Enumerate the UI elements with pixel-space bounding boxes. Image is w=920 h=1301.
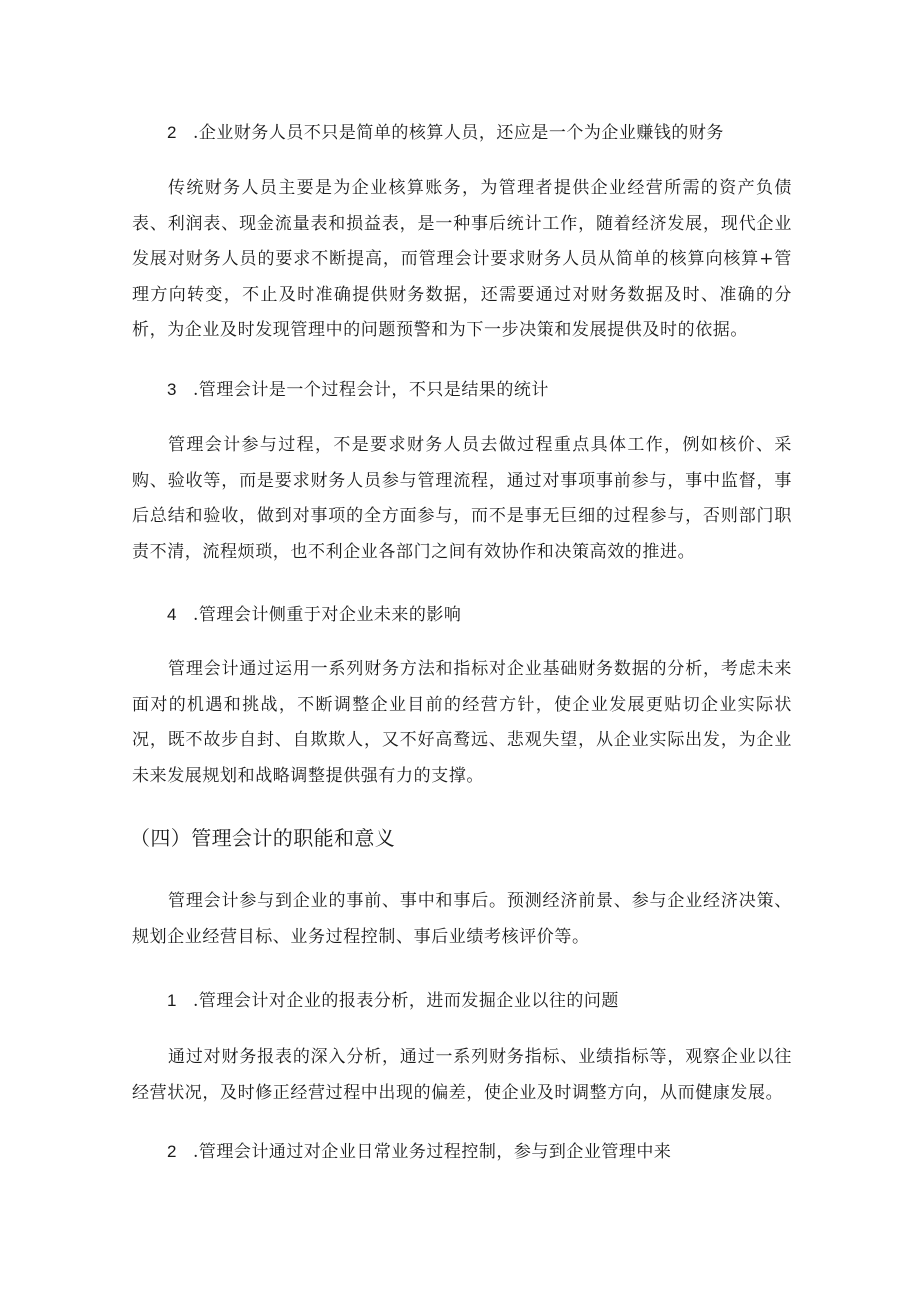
- paragraph-future-impact: 管理会计通过运用一系列财务方法和指标对企业基础财务数据的分析，考虑未来面对的机遇和挑战，不断调整企业目前的经营方针，使企业发展更贴切企业实际状况，既不故步自封、自欺欺人，又不好高鹜远、悲观失望，从企业实际出发，为企业未来发展规划和战略调整提供强有力的支撑。: [132, 659, 792, 786]
- item-heading-6: [167, 1139, 827, 1165]
- item-heading-text: .管理会计通过对企业日常业务过程控制，参与到企业管理中来: [193, 1142, 672, 1162]
- item-heading-text: .管理会计对企业的报表分析，进而发掘企业以往的问题: [193, 991, 619, 1011]
- paragraph-process-participation: 管理会计参与过程，不是要求财务人员去做过程重点具体工作，例如核价、采购、验收等，而是要求财务人员参与管理流程，通过对事项事前参与，事中监督，事后总结和验收，做到对事项的全方面参与，而不是事无巨细的过程参与，否则部门职责不清，流程烦琐，也不利企业各部门之间有效协作和决策高效的推进。: [132, 435, 792, 562]
- item-heading-5: [167, 988, 827, 1014]
- item-number: 2: [167, 1142, 177, 1161]
- item-heading-text: .企业财务人员不只是简单的核算人员，还应是一个为企业赚钱的财务: [193, 123, 724, 143]
- paragraph-functions-overview: 管理会计参与到企业的事前、事中和事后。预测经济前景、参与企业经济决策、规划企业经营目标、业务过程控制、事后业绩考核评价等。: [132, 891, 792, 947]
- item-heading-text: .管理会计是一个过程会计，不只是结果的统计: [193, 380, 549, 400]
- paragraph-report-analysis: 通过对财务报表的深入分析，通过一系列财务指标、业绩指标等，观察企业以往经营状况，及时修正经营过程中出现的偏差，使企业及时调整方向，从而健康发展。: [132, 1047, 792, 1103]
- section-title: （四）管理会计的职能和意义: [130, 826, 396, 850]
- item-number: 2: [167, 123, 177, 142]
- item-number: 4: [167, 605, 177, 624]
- item-heading-2: [167, 120, 827, 146]
- item-heading-text: .管理会计侧重于对企业未来的影响: [193, 605, 462, 625]
- item-number: 3: [167, 380, 177, 399]
- item-heading-3: [167, 377, 827, 403]
- item-number: 1: [167, 991, 177, 1010]
- item-heading-4: [167, 602, 827, 628]
- paragraph-traditional-finance: 传统财务人员主要是为企业核算账务，为管理者提供企业经营所需的资产负债表、利润表、现金流量表和损益表，是一种事后统计工作，随着经济发展，现代企业发展对财务人员的要求不断提高，而管理会计要求财务人员从简单的核算向核算+管理方向转变，不止及时准确提供财务数据，还需要通过对财务数据及时、准确的分析，为企业及时发现管理中的问题预警和为下一步决策和发展提供及时的依据。: [132, 178, 792, 340]
